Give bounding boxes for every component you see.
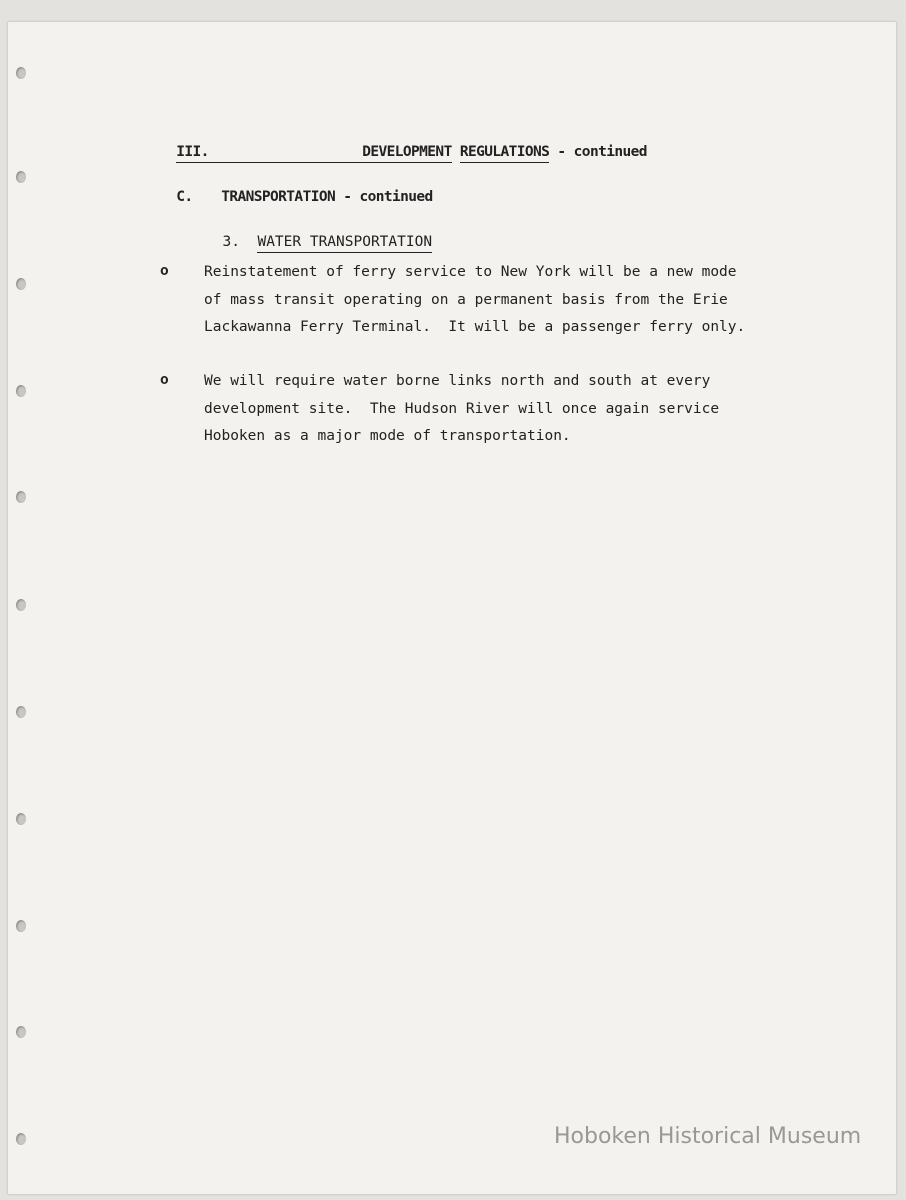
document-page [8,22,896,1194]
paragraph-line: We will require water borne links north and south at every [204,373,711,389]
section-number: III. [176,144,362,163]
subsection-title: TRANSPORTATION - continued [221,189,433,205]
paragraph-line: Hoboken as a major mode of transportation. [204,428,571,444]
section-heading [160,128,647,163]
museum-watermark: Hoboken Historical Museum [554,1124,862,1149]
paragraph-line: development site. The Hudson River will once again service [204,400,720,417]
binder-hole [16,171,26,183]
subsection-heading [160,173,433,205]
item-heading [205,218,432,250]
binder-hole [16,1133,26,1145]
heading-continued: - continued [557,144,647,160]
binder-hole [16,920,26,932]
bullet-marker: o [160,372,169,388]
subsection-letter: C. [176,189,193,205]
binder-hole [16,278,26,290]
binder-hole [16,1026,26,1038]
paragraph-line: Lackawanna Ferry Terminal. It will be a passenger ferry only. [204,319,746,335]
paragraph-line: Reinstatement of ferry service to New York will be a new mode [204,264,737,280]
binder-hole [16,491,26,503]
binder-hole [16,385,26,397]
binder-hole [16,599,26,611]
bullet-paragraph [204,368,719,451]
bullet-marker: o [160,263,169,279]
heading-regulations: REGULATIONS [460,144,549,163]
item-number: 3. [222,234,240,250]
binder-hole [16,813,26,825]
heading-development: DEVELOPMENT [362,144,451,163]
item-title: WATER TRANSPORTATION [257,234,432,253]
binder-hole [16,67,26,79]
binder-hole [16,706,26,718]
paragraph-line: of mass transit operating on a permanent basis from the Erie [204,291,728,308]
bullet-paragraph [204,259,745,342]
